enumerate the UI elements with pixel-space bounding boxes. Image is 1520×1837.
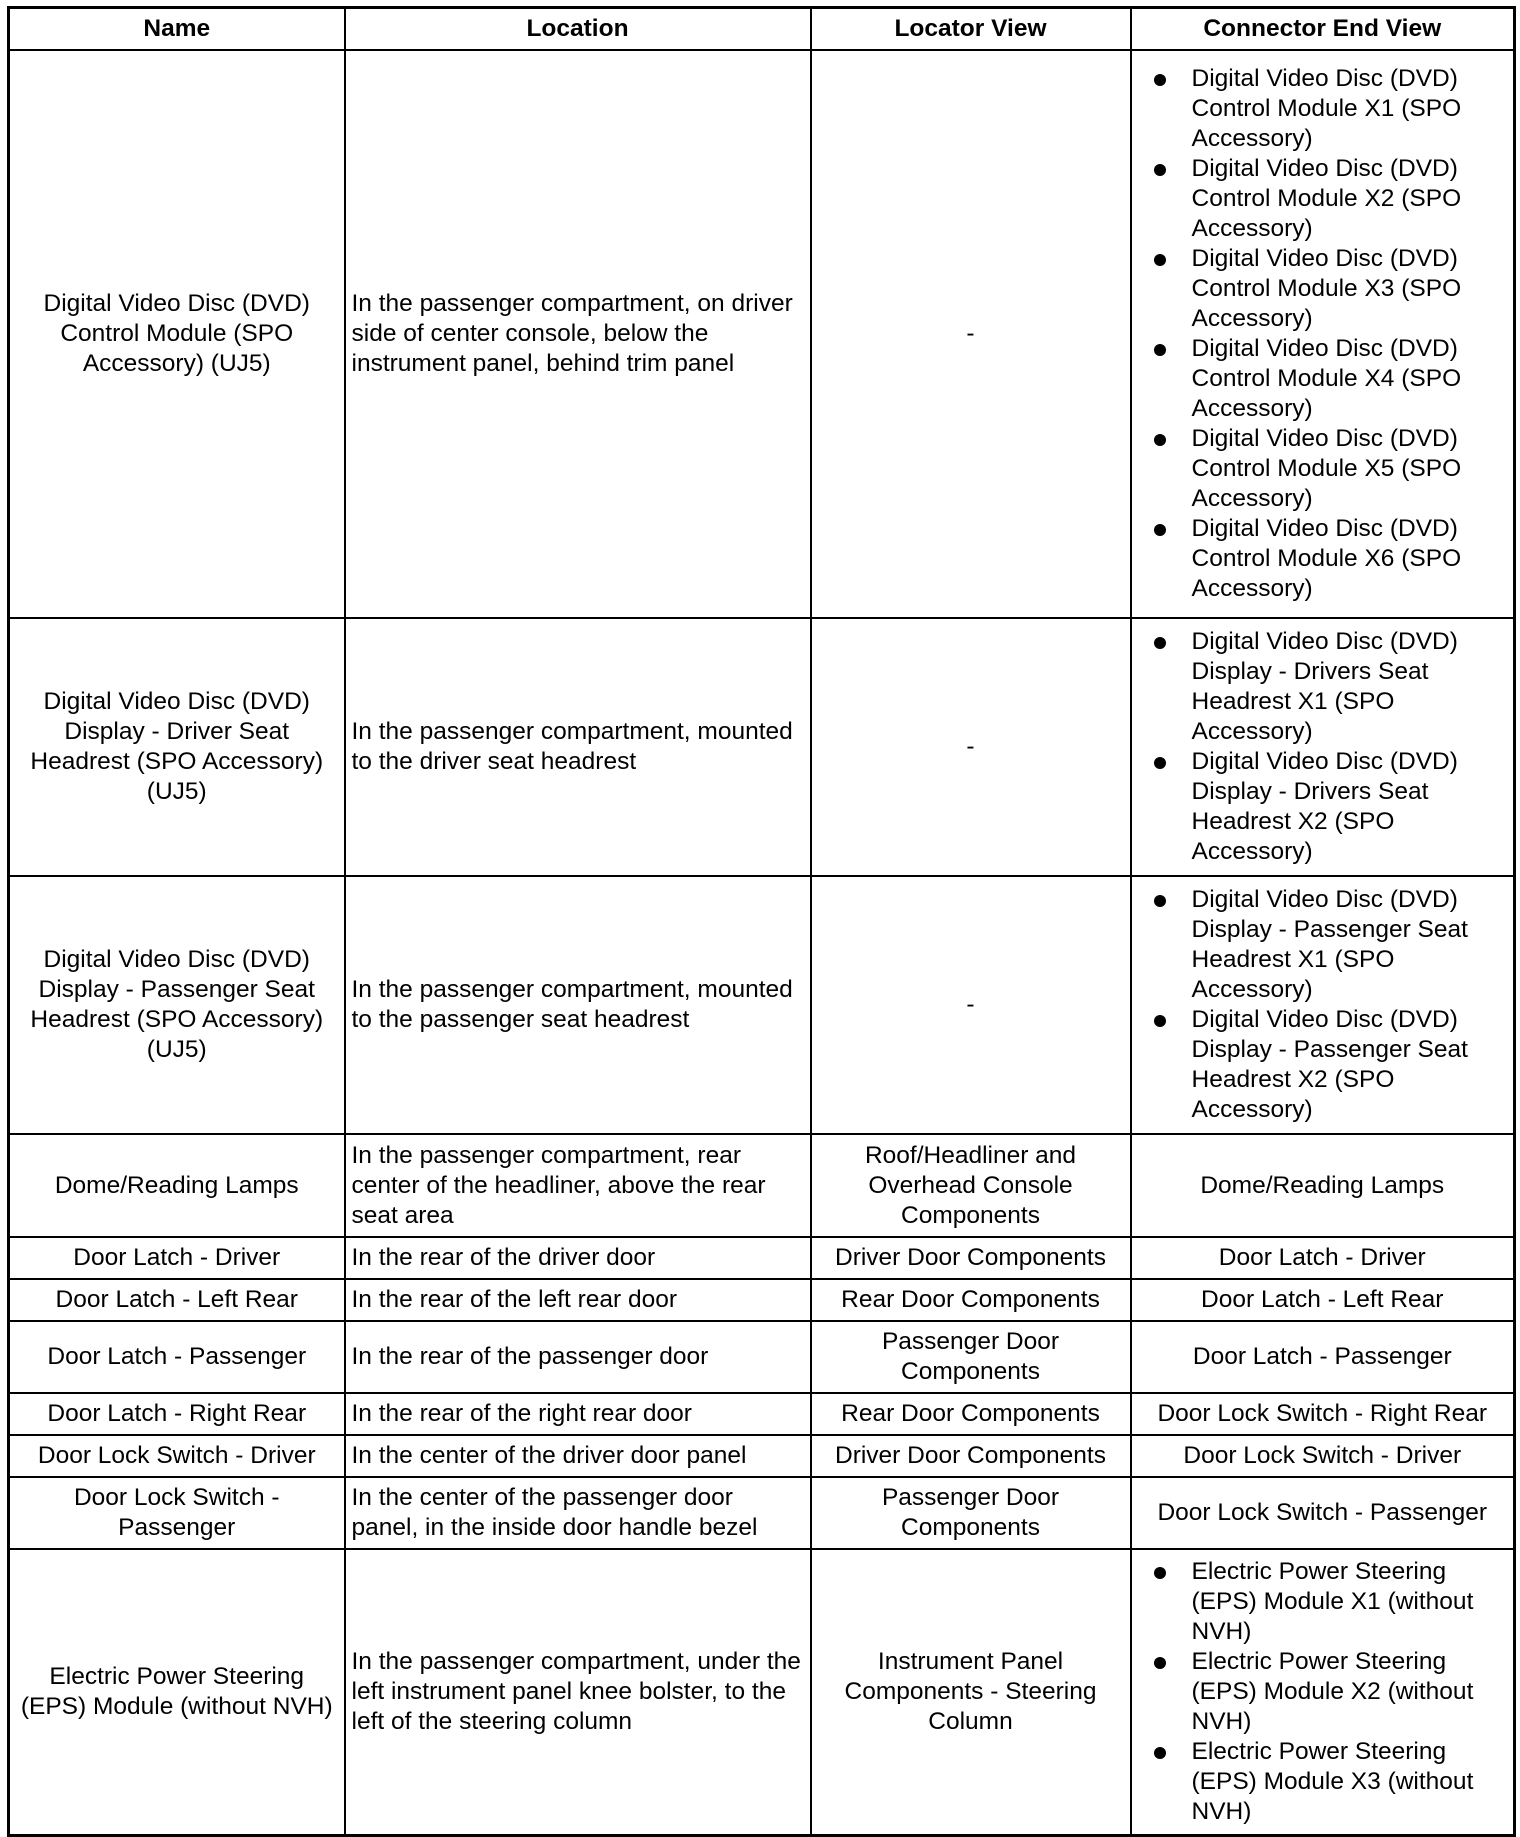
name-cell: Door Lock Switch - Passenger: [9, 1477, 345, 1549]
connector-list: [1138, 64, 1508, 604]
table-row: [9, 1321, 1515, 1393]
locator-view-cell: Roof/Headliner and Overhead Console Components: [811, 1134, 1131, 1237]
connector-item: Digital Video Disc (DVD) Display - Passenger Seat Headrest X2 (SPO Accessory): [1138, 1005, 1508, 1125]
connector-end-view-cell: Door Lock Switch - Right Rear: [1131, 1393, 1515, 1435]
locator-view-cell: -: [811, 618, 1131, 876]
location-cell: In the passenger compartment, mounted to the driver seat headrest: [345, 618, 811, 876]
table-row: [9, 1549, 1515, 1836]
connector-end-view-cell: Door Lock Switch - Passenger: [1131, 1477, 1515, 1549]
connector-end-view-cell: [1131, 1549, 1515, 1836]
location-cell: In the center of the driver door panel: [345, 1435, 811, 1477]
connector-item: Digital Video Disc (DVD) Control Module X4 (SPO Accessory): [1138, 334, 1508, 424]
table-row: [9, 1393, 1515, 1435]
connector-item: Digital Video Disc (DVD) Control Module X5 (SPO Accessory): [1138, 424, 1508, 514]
location-cell: In the rear of the left rear door: [345, 1279, 811, 1321]
header-location: Location: [345, 8, 811, 51]
table-row: [9, 50, 1515, 618]
connector-item: Electric Power Steering (EPS) Module X1 (without NVH): [1138, 1557, 1508, 1647]
component-locator-table: [7, 6, 1516, 1837]
locator-view-cell: Instrument Panel Components - Steering Column: [811, 1549, 1131, 1836]
connector-list: [1138, 627, 1508, 867]
name-cell: Door Latch - Left Rear: [9, 1279, 345, 1321]
table-row: [9, 1134, 1515, 1237]
location-cell: In the passenger compartment, under the left instrument panel knee bolster, to the left of the steering column: [345, 1549, 811, 1836]
location-cell: In the rear of the driver door: [345, 1237, 811, 1279]
table-row: [9, 876, 1515, 1134]
connector-end-view-cell: Door Latch - Passenger: [1131, 1321, 1515, 1393]
connector-item: Digital Video Disc (DVD) Control Module X2 (SPO Accessory): [1138, 154, 1508, 244]
header-name: Name: [9, 8, 345, 51]
connector-item: Electric Power Steering (EPS) Module X2 (without NVH): [1138, 1647, 1508, 1737]
table-row: [9, 618, 1515, 876]
table-row: [9, 1435, 1515, 1477]
connector-end-view-cell: [1131, 50, 1515, 618]
name-cell: Door Lock Switch - Driver: [9, 1435, 345, 1477]
connector-item: Digital Video Disc (DVD) Control Module X1 (SPO Accessory): [1138, 64, 1508, 154]
locator-view-cell: Passenger Door Components: [811, 1321, 1131, 1393]
location-cell: In the rear of the right rear door: [345, 1393, 811, 1435]
locator-view-cell: Passenger Door Components: [811, 1477, 1131, 1549]
header-row: [9, 8, 1515, 51]
connector-end-view-cell: Door Lock Switch - Driver: [1131, 1435, 1515, 1477]
locator-view-cell: Rear Door Components: [811, 1279, 1131, 1321]
connector-end-view-cell: Door Latch - Left Rear: [1131, 1279, 1515, 1321]
connector-end-view-cell: Dome/Reading Lamps: [1131, 1134, 1515, 1237]
header-connector-end-view: Connector End View: [1131, 8, 1515, 51]
table-row: [9, 1237, 1515, 1279]
name-cell: Dome/Reading Lamps: [9, 1134, 345, 1237]
name-cell: Digital Video Disc (DVD) Display - Driver Seat Headrest (SPO Accessory) (UJ5): [9, 618, 345, 876]
name-cell: Electric Power Steering (EPS) Module (without NVH): [9, 1549, 345, 1836]
name-cell: Digital Video Disc (DVD) Control Module (SPO Accessory) (UJ5): [9, 50, 345, 618]
locator-view-cell: Driver Door Components: [811, 1435, 1131, 1477]
connector-end-view-cell: Door Latch - Driver: [1131, 1237, 1515, 1279]
locator-view-cell: Rear Door Components: [811, 1393, 1131, 1435]
location-cell: In the passenger compartment, rear center of the headliner, above the rear seat area: [345, 1134, 811, 1237]
connector-item: Digital Video Disc (DVD) Control Module X6 (SPO Accessory): [1138, 514, 1508, 604]
location-cell: In the passenger compartment, mounted to the passenger seat headrest: [345, 876, 811, 1134]
header-locator-view: Locator View: [811, 8, 1131, 51]
locator-view-cell: -: [811, 876, 1131, 1134]
connector-item: Digital Video Disc (DVD) Display - Drivers Seat Headrest X2 (SPO Accessory): [1138, 747, 1508, 867]
table-row: [9, 1477, 1515, 1549]
connector-list: [1138, 885, 1508, 1125]
name-cell: Digital Video Disc (DVD) Display - Passenger Seat Headrest (SPO Accessory) (UJ5): [9, 876, 345, 1134]
connector-item: Digital Video Disc (DVD) Display - Passenger Seat Headrest X1 (SPO Accessory): [1138, 885, 1508, 1005]
location-cell: In the center of the passenger door panel, in the inside door handle bezel: [345, 1477, 811, 1549]
connector-end-view-cell: [1131, 618, 1515, 876]
name-cell: Door Latch - Passenger: [9, 1321, 345, 1393]
connector-item: Electric Power Steering (EPS) Module X3 (without NVH): [1138, 1737, 1508, 1827]
connector-end-view-cell: [1131, 876, 1515, 1134]
locator-view-cell: -: [811, 50, 1131, 618]
name-cell: Door Latch - Driver: [9, 1237, 345, 1279]
location-cell: In the passenger compartment, on driver side of center console, below the instrument panel, behind trim panel: [345, 50, 811, 618]
locator-view-cell: Driver Door Components: [811, 1237, 1131, 1279]
name-cell: Door Latch - Right Rear: [9, 1393, 345, 1435]
connector-item: Digital Video Disc (DVD) Control Module X3 (SPO Accessory): [1138, 244, 1508, 334]
connector-list: [1138, 1557, 1508, 1827]
connector-item: Digital Video Disc (DVD) Display - Drivers Seat Headrest X1 (SPO Accessory): [1138, 627, 1508, 747]
location-cell: In the rear of the passenger door: [345, 1321, 811, 1393]
table-row: [9, 1279, 1515, 1321]
